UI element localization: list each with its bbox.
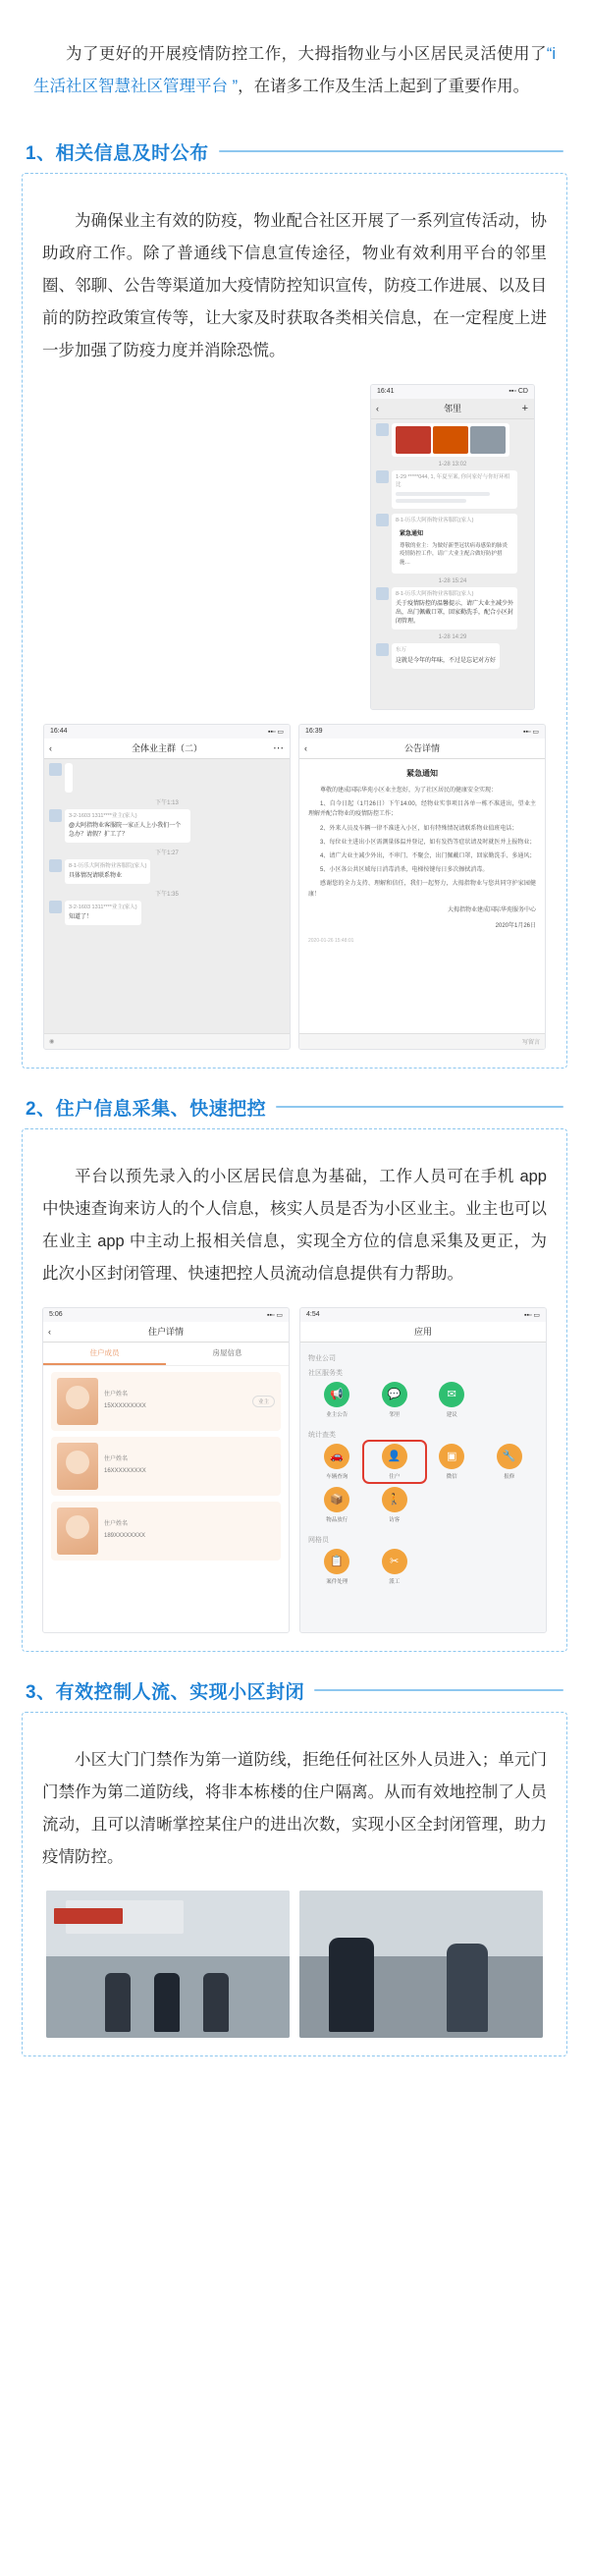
navbar-title: 住户详情 bbox=[147, 1327, 184, 1337]
announcement-paragraph: 1、自今日起（1月26日）下午14:00，经物业实事项目各单一栋不准进出，望业主理解并配合物业的疫情防控工作； bbox=[308, 801, 536, 818]
section-3-rule bbox=[314, 1689, 563, 1691]
app-grid-body bbox=[300, 1343, 546, 1633]
app-label: 物品放行 bbox=[326, 1516, 348, 1523]
status-bar bbox=[299, 725, 545, 739]
navbar-title: 公告详情 bbox=[403, 743, 440, 753]
message-text: 知道了！ bbox=[69, 914, 93, 921]
app-label: 邻里 bbox=[389, 1411, 401, 1418]
photo-person bbox=[203, 1973, 229, 2032]
avatar bbox=[376, 423, 389, 436]
section-3-heading bbox=[0, 1677, 589, 1704]
navbar bbox=[44, 739, 290, 759]
intro-highlight: “i 生活社区智慧社区管理平台 ” bbox=[33, 44, 556, 95]
app-group-grid-worker bbox=[308, 1549, 538, 1592]
status-bar bbox=[300, 1308, 546, 1322]
announcement-title: 紧急通知 bbox=[406, 768, 438, 778]
chat-message bbox=[49, 763, 285, 793]
member-phone: 15XXXXXXXXX bbox=[104, 1402, 146, 1409]
chat-icon: 💬 bbox=[382, 1382, 407, 1407]
section-3-paragraph: 小区大门门禁作为第一道防线，拒绝任何社区外人员进入；单元门门禁作为第二道防线，将非本栋楼的住户隔离。从而有效地控制了人员流动，且可以清晰掌控某住户的进出次数，实现小区全封闭管理，助力疫情防控。 bbox=[42, 1751, 547, 1866]
status-time: 5:06 bbox=[49, 1311, 63, 1318]
list-item[interactable] bbox=[376, 643, 529, 668]
more-icon[interactable]: ⋯ bbox=[273, 742, 284, 754]
group-title-grid-worker: 网格员 bbox=[308, 1536, 329, 1544]
status-time: 16:41 bbox=[377, 388, 395, 395]
section-1-rule bbox=[219, 150, 563, 152]
screenshot-announcement bbox=[298, 724, 546, 1050]
sender-name: 8-1-历乐大阿指物业客服院(家人) bbox=[69, 862, 147, 869]
car-icon: 🚗 bbox=[324, 1444, 349, 1469]
post-text: 这就是今年的年味，不过是忘记对方好 bbox=[396, 657, 497, 664]
app-label: 建议 bbox=[446, 1411, 457, 1418]
intro-paragraph bbox=[0, 17, 589, 113]
member-name: 住户姓名 bbox=[104, 1392, 129, 1398]
photo-person bbox=[105, 1973, 131, 2032]
notice-title: 紧急通知 bbox=[400, 531, 424, 538]
status-icons: ▪▪▫ ▭ bbox=[523, 1311, 540, 1319]
navbar bbox=[299, 739, 545, 759]
section-1-screenshot-row-1 bbox=[36, 384, 553, 710]
announcement-date: 2020年1月26日 bbox=[495, 922, 536, 929]
announcement-signature: 大拇指物业建成国际华苑服务中心 bbox=[447, 906, 536, 913]
announcement-body bbox=[299, 759, 545, 1050]
post-image bbox=[433, 426, 468, 454]
timestamp: 1-28 14:29 bbox=[438, 634, 467, 641]
intro-text-before: 为了更好的开展疫情防控工作，大拇指物业与小区居民灵活使用了 bbox=[66, 44, 547, 63]
timestamp: 1-28 13:02 bbox=[438, 461, 467, 467]
app-item[interactable] bbox=[366, 1549, 424, 1585]
post-bubble bbox=[392, 643, 500, 668]
feedback-icon: ✉ bbox=[439, 1382, 464, 1407]
app-item[interactable] bbox=[308, 1549, 366, 1585]
announcement-paragraph: 5、小区各公共区域每日消毒消杀，电梯按键每日多次擦拭消毒。 bbox=[320, 867, 489, 874]
list-item[interactable] bbox=[51, 1502, 281, 1561]
section-3-photo-row bbox=[36, 1891, 553, 2038]
section-2-screenshot-row bbox=[36, 1307, 553, 1633]
avatar bbox=[57, 1507, 98, 1555]
post-bubble bbox=[392, 514, 517, 574]
notice-card bbox=[396, 526, 513, 571]
chat-message bbox=[49, 859, 285, 884]
screenshot-neighbor-feed bbox=[370, 384, 535, 710]
visitor-icon: 🚶 bbox=[382, 1487, 407, 1512]
status-icons: ▪▪▫ ▭ bbox=[522, 728, 539, 736]
announcement-paragraph: 尊敬的建成国际华苑小区业主您好，为了社区居民的健康安全实现： bbox=[320, 788, 498, 795]
app-item[interactable] bbox=[366, 1382, 424, 1418]
navbar-title: 全体业主群（二） bbox=[131, 743, 202, 753]
avatar bbox=[57, 1443, 98, 1490]
signal-icon: ▪▪▫ bbox=[509, 388, 516, 395]
section-3-title: 有效控制人流、实现小区封闭 bbox=[55, 1681, 305, 1703]
back-icon[interactable]: ‹ bbox=[49, 742, 52, 753]
section-2-title: 住户信息采集、快速把控 bbox=[55, 1098, 267, 1120]
app-item[interactable] bbox=[366, 1487, 424, 1523]
screenshot-resident-detail bbox=[42, 1307, 290, 1633]
photo-person bbox=[329, 1938, 374, 2032]
section-2-heading bbox=[0, 1094, 589, 1121]
avatar bbox=[376, 587, 389, 600]
photo-gate-checkpoint bbox=[46, 1891, 290, 2038]
screen-icon: ▣ bbox=[439, 1444, 464, 1469]
member-name: 住户姓名 bbox=[104, 1456, 129, 1463]
section-3-body bbox=[22, 1712, 567, 2056]
post-text: 关于疫情防控的温馨提示，请广大业主减少外出，出门佩戴口罩，回家勤洗手，配合小区封闭管理。 bbox=[396, 601, 514, 626]
post-author: 8-1-历乐大阿指物业客服院(家人) bbox=[396, 591, 474, 598]
dispatch-icon: ✂ bbox=[382, 1549, 407, 1574]
announcement-paragraph: 4、请广大业主减少外出，不串门、不聚会，出门佩戴口罩，回家勤洗手、多通风； bbox=[320, 853, 536, 860]
status-bar bbox=[371, 385, 534, 399]
message-time: 下午1:35 bbox=[155, 892, 179, 898]
app-item[interactable] bbox=[423, 1444, 481, 1480]
section-3-index: 3、 bbox=[26, 1681, 56, 1703]
list-item[interactable] bbox=[376, 514, 529, 574]
add-post-icon[interactable]: + bbox=[521, 402, 528, 414]
list-item[interactable] bbox=[51, 1437, 281, 1496]
status-bar bbox=[43, 1308, 289, 1322]
navbar bbox=[300, 1322, 546, 1343]
message-bubble bbox=[65, 859, 150, 884]
chat-input-bar[interactable] bbox=[44, 1033, 290, 1049]
avatar bbox=[49, 901, 62, 913]
message-text: @大阿指物业客服院一家正人上小我们一个急办？请假？扩工了？ bbox=[69, 822, 182, 838]
status-icons: ▪▪▫ ▭ bbox=[267, 728, 284, 736]
chat-message bbox=[49, 901, 285, 925]
section-1-paragraph: 为确保业主有效的防疫，物业配合社区开展了一系列宣传活动，协助政府工作。除了普通线下信息宣传途径，物业有效利用平台的邻里圈、邻聊、公告等渠道加大疫情防控知识宣传，防疫工作进展、以及目前的防控政策宣传等，让大家及时获取各类相关信息，在一定程度上进一步加强了防疫力度并消除恐慌。 bbox=[42, 212, 547, 359]
status-bar bbox=[44, 725, 290, 739]
message-time: 下午1:27 bbox=[155, 850, 179, 856]
wrench-icon: 🔧 bbox=[497, 1444, 522, 1469]
app-item[interactable] bbox=[308, 1382, 366, 1418]
member-phone: 189XXXXXXXX bbox=[104, 1532, 146, 1539]
text-line bbox=[396, 492, 490, 496]
app-label: 业主公告 bbox=[326, 1411, 348, 1418]
announcement-paragraph: 3、每位业主进出小区需测量体温并登记，如有发热等症状请及时就医并上报物业； bbox=[320, 839, 536, 846]
section-2-paragraph: 平台以预先录入的小区居民信息为基础，工作人员可在手机 app 中快速查询来访人的个人信息，核实人员是否为小区业主。业主也可以在业主 app 中主动上报相关信息，实现全方位的信息采集及更正，为此次小区封闭管理、快速把控人员流动信息提供有力帮助。 bbox=[42, 1168, 547, 1283]
status-time: 4:54 bbox=[306, 1311, 320, 1318]
avatar bbox=[376, 470, 389, 483]
app-group-community bbox=[308, 1382, 538, 1425]
avatar bbox=[49, 763, 62, 776]
list-item[interactable] bbox=[376, 587, 529, 630]
announcement-timestamp: 2020-01-26 15:48:01 bbox=[308, 938, 354, 945]
group-title-company: 物业公司 bbox=[308, 1354, 336, 1362]
status-time: 16:44 bbox=[50, 728, 68, 735]
section-1-title: 相关信息及时公布 bbox=[55, 142, 209, 164]
comment-bar[interactable] bbox=[299, 1033, 545, 1049]
resident-tabs[interactable] bbox=[43, 1343, 289, 1366]
battery-icon: CD bbox=[517, 388, 528, 395]
sender-name: 3-2-1603 1311****业主(家人) bbox=[69, 904, 137, 910]
owner-tag: 业主 bbox=[252, 1396, 275, 1407]
avatar bbox=[57, 1378, 98, 1425]
tab-house-info[interactable]: 房屋信息 bbox=[212, 1347, 242, 1357]
back-icon[interactable]: ‹ bbox=[48, 1326, 51, 1337]
app-item[interactable] bbox=[423, 1382, 481, 1418]
group-title-community: 社区服务类 bbox=[308, 1369, 343, 1377]
message-bubble bbox=[65, 901, 141, 925]
list-item[interactable] bbox=[376, 470, 529, 510]
photo-banner bbox=[54, 1908, 123, 1924]
status-icons bbox=[509, 388, 528, 395]
section-1-body bbox=[22, 173, 567, 1069]
member-info bbox=[104, 1390, 246, 1412]
chat-message bbox=[49, 809, 285, 843]
section-1-screenshot-row-2 bbox=[36, 724, 553, 1050]
app-item-resident[interactable] bbox=[366, 1444, 424, 1480]
back-icon[interactable]: ‹ bbox=[304, 742, 307, 753]
avatar bbox=[376, 643, 389, 656]
app-label: 微信 bbox=[446, 1473, 457, 1480]
announcement-paragraph: 2、外来人员及车辆一律不准进入小区，如有特殊情况请联系物业值班电话； bbox=[320, 825, 518, 832]
app-label: 案件处理 bbox=[326, 1578, 348, 1585]
neighbor-feed-list[interactable] bbox=[371, 419, 534, 710]
screenshot-group-chat bbox=[43, 724, 291, 1050]
resident-detail-body bbox=[43, 1343, 289, 1633]
post-image bbox=[470, 426, 506, 454]
app-label: 派工 bbox=[389, 1578, 401, 1585]
post-bubble bbox=[392, 423, 509, 457]
list-item[interactable] bbox=[376, 423, 529, 457]
app-label: 住户 bbox=[389, 1473, 401, 1480]
box-icon: 📦 bbox=[324, 1487, 349, 1512]
intro-text-after: ，在诸多工作及生活上起到了重要作用。 bbox=[238, 77, 530, 95]
tab-members[interactable]: 住户成员 bbox=[43, 1343, 166, 1365]
navbar-title: 邻里 bbox=[443, 404, 461, 413]
app-label: 访客 bbox=[389, 1516, 401, 1523]
user-icon: 👤 bbox=[382, 1444, 407, 1469]
member-info bbox=[104, 1454, 275, 1477]
chat-message-list[interactable] bbox=[44, 759, 290, 1050]
photo-person bbox=[154, 1973, 180, 2032]
sender-name: 3-2-1603 1311****业主(家人) bbox=[69, 812, 137, 819]
write-comment-label[interactable]: 写留言 bbox=[521, 1039, 540, 1046]
section-2-index: 2、 bbox=[26, 1098, 56, 1120]
app-label: 报修 bbox=[504, 1473, 515, 1480]
timestamp: 1-28 15:24 bbox=[438, 578, 467, 585]
post-author: 东万 bbox=[396, 647, 407, 654]
announcement-paragraph: 感谢您的全力支持、理解和信任，我们一起努力，大拇指物业与您共同守护家园健康！ bbox=[308, 881, 536, 898]
post-author: 1-29 *****044, 1, 年夏至案, 你问家好与你好环相比 bbox=[396, 473, 510, 488]
message-bubble bbox=[65, 809, 190, 843]
list-item[interactable] bbox=[51, 1372, 281, 1431]
avatar bbox=[376, 514, 389, 526]
case-icon: 📋 bbox=[324, 1549, 349, 1574]
avatar bbox=[49, 859, 62, 872]
section-1-heading bbox=[0, 138, 589, 165]
avatar bbox=[49, 809, 62, 822]
post-bubble bbox=[392, 587, 517, 630]
app-label: 车辆查询 bbox=[326, 1473, 348, 1480]
app-group-stats bbox=[308, 1444, 538, 1530]
app-item[interactable] bbox=[481, 1444, 539, 1480]
notice-text: 尊敬的业主：为做好新型冠状病毒感染的肺炎疫情防控工作，请广大业主配合做好防护措施… bbox=[400, 542, 509, 566]
section-2-body bbox=[22, 1128, 567, 1652]
photo-unit-door-guard bbox=[299, 1891, 543, 2038]
message-bubble bbox=[65, 763, 73, 793]
navbar bbox=[371, 399, 534, 419]
member-name: 住户姓名 bbox=[104, 1521, 129, 1528]
navbar bbox=[43, 1322, 289, 1343]
member-info bbox=[104, 1519, 275, 1542]
text-line bbox=[396, 499, 466, 503]
photo-person bbox=[447, 1944, 488, 2032]
section-1-index: 1、 bbox=[26, 142, 56, 164]
post-author: 8-1-历乐大阿指物业客服院(家人) bbox=[396, 518, 474, 523]
post-image bbox=[396, 426, 431, 454]
app-item[interactable] bbox=[308, 1444, 366, 1480]
group-title-stats: 统计查类 bbox=[308, 1431, 336, 1439]
member-phone: 16XXXXXXXXX bbox=[104, 1467, 146, 1474]
section-2-rule bbox=[276, 1106, 563, 1108]
back-icon[interactable]: ‹ bbox=[376, 403, 379, 413]
post-bubble bbox=[392, 470, 517, 510]
message-time: 下午1:13 bbox=[155, 799, 179, 806]
voice-icon[interactable]: ◉ bbox=[49, 1038, 55, 1045]
post-images bbox=[396, 426, 506, 454]
megaphone-icon: 📢 bbox=[324, 1382, 349, 1407]
navbar-title: 应用 bbox=[413, 1327, 432, 1337]
status-icons: ▪▪▫ ▭ bbox=[266, 1311, 283, 1319]
app-item[interactable] bbox=[308, 1487, 366, 1523]
screenshot-app-grid bbox=[299, 1307, 547, 1633]
status-time: 16:39 bbox=[305, 728, 323, 735]
message-text: 具体情况请联系物业 bbox=[69, 873, 123, 879]
